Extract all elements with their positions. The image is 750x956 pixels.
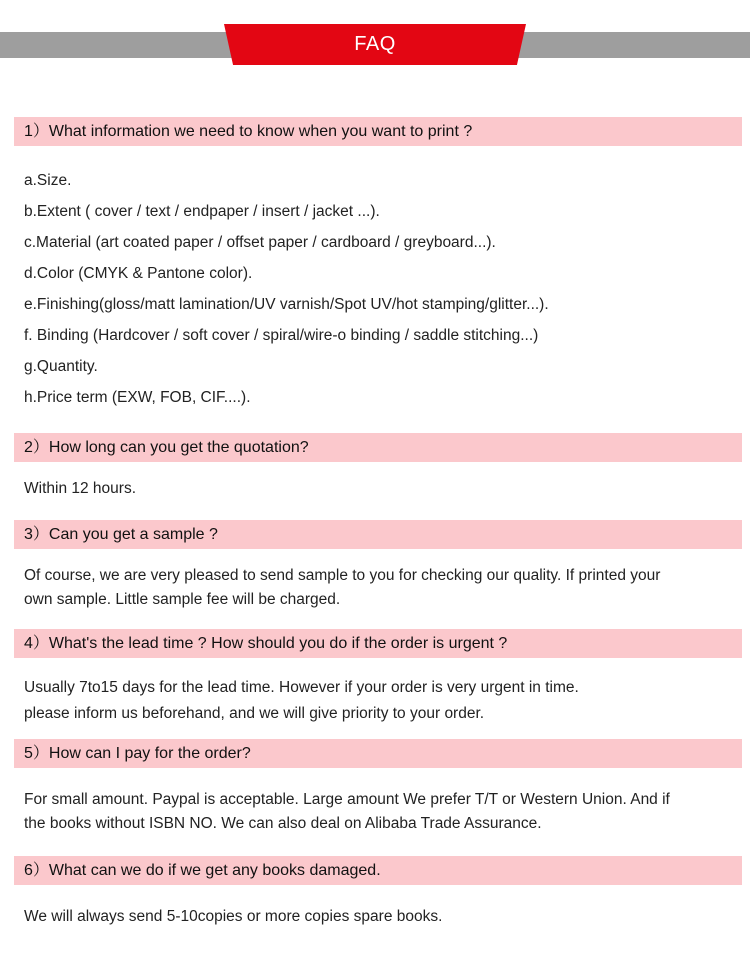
answer-line: h.Price term (EXW, FOB, CIF....). [24, 389, 251, 406]
faq-question-3: 3）Can you get a sample ? [14, 520, 742, 549]
page-title: FAQ [354, 33, 396, 55]
answer-line: please inform us beforehand, and we will give priority to your order. [24, 705, 485, 722]
answer-line: the books without ISBN NO. We can also deal on Alibaba Trade Assurance. [24, 815, 542, 832]
answer-line: For small amount. Paypal is acceptable. Large amount We prefer T/T or Western Union. And if [24, 791, 670, 808]
answer-line: own sample. Little sample fee will be charged. [24, 591, 341, 608]
answer-line: g.Quantity. [24, 358, 98, 375]
faq-question-4: 4）What's the lead time ? How should you do if the order is urgent ? [14, 629, 742, 658]
faq-question-5: 5）How can I pay for the order? [14, 739, 742, 768]
faq-question-1: 1）What information we need to know when you want to print ? [14, 117, 742, 146]
faq-question-6: 6）What can we do if we get any books damaged. [14, 856, 742, 885]
answer-line: We will always send 5-10copies or more copies spare books. [24, 908, 443, 925]
answer-line: b.Extent ( cover / text / endpaper / insert / jacket ...). [24, 203, 380, 220]
answer-line: a.Size. [24, 172, 72, 189]
answer-line: d.Color (CMYK & Pantone color). [24, 265, 253, 282]
answer-line: Within 12 hours. [24, 480, 136, 497]
answer-line: f. Binding (Hardcover / soft cover / spiral/wire-o binding / saddle stitching...) [24, 327, 539, 344]
faq-question-2: 2）How long can you get the quotation? [14, 433, 742, 462]
answer-line: Usually 7to15 days for the lead time. However if your order is very urgent in time. [24, 679, 579, 696]
answer-line: Of course, we are very pleased to send sample to you for checking our quality. If printed your [24, 567, 661, 584]
answer-line: e.Finishing(gloss/matt lamination/UV varnish/Spot UV/hot stamping/glitter...). [24, 296, 549, 313]
answer-line: c.Material (art coated paper / offset paper / cardboard / greyboard...). [24, 234, 496, 251]
